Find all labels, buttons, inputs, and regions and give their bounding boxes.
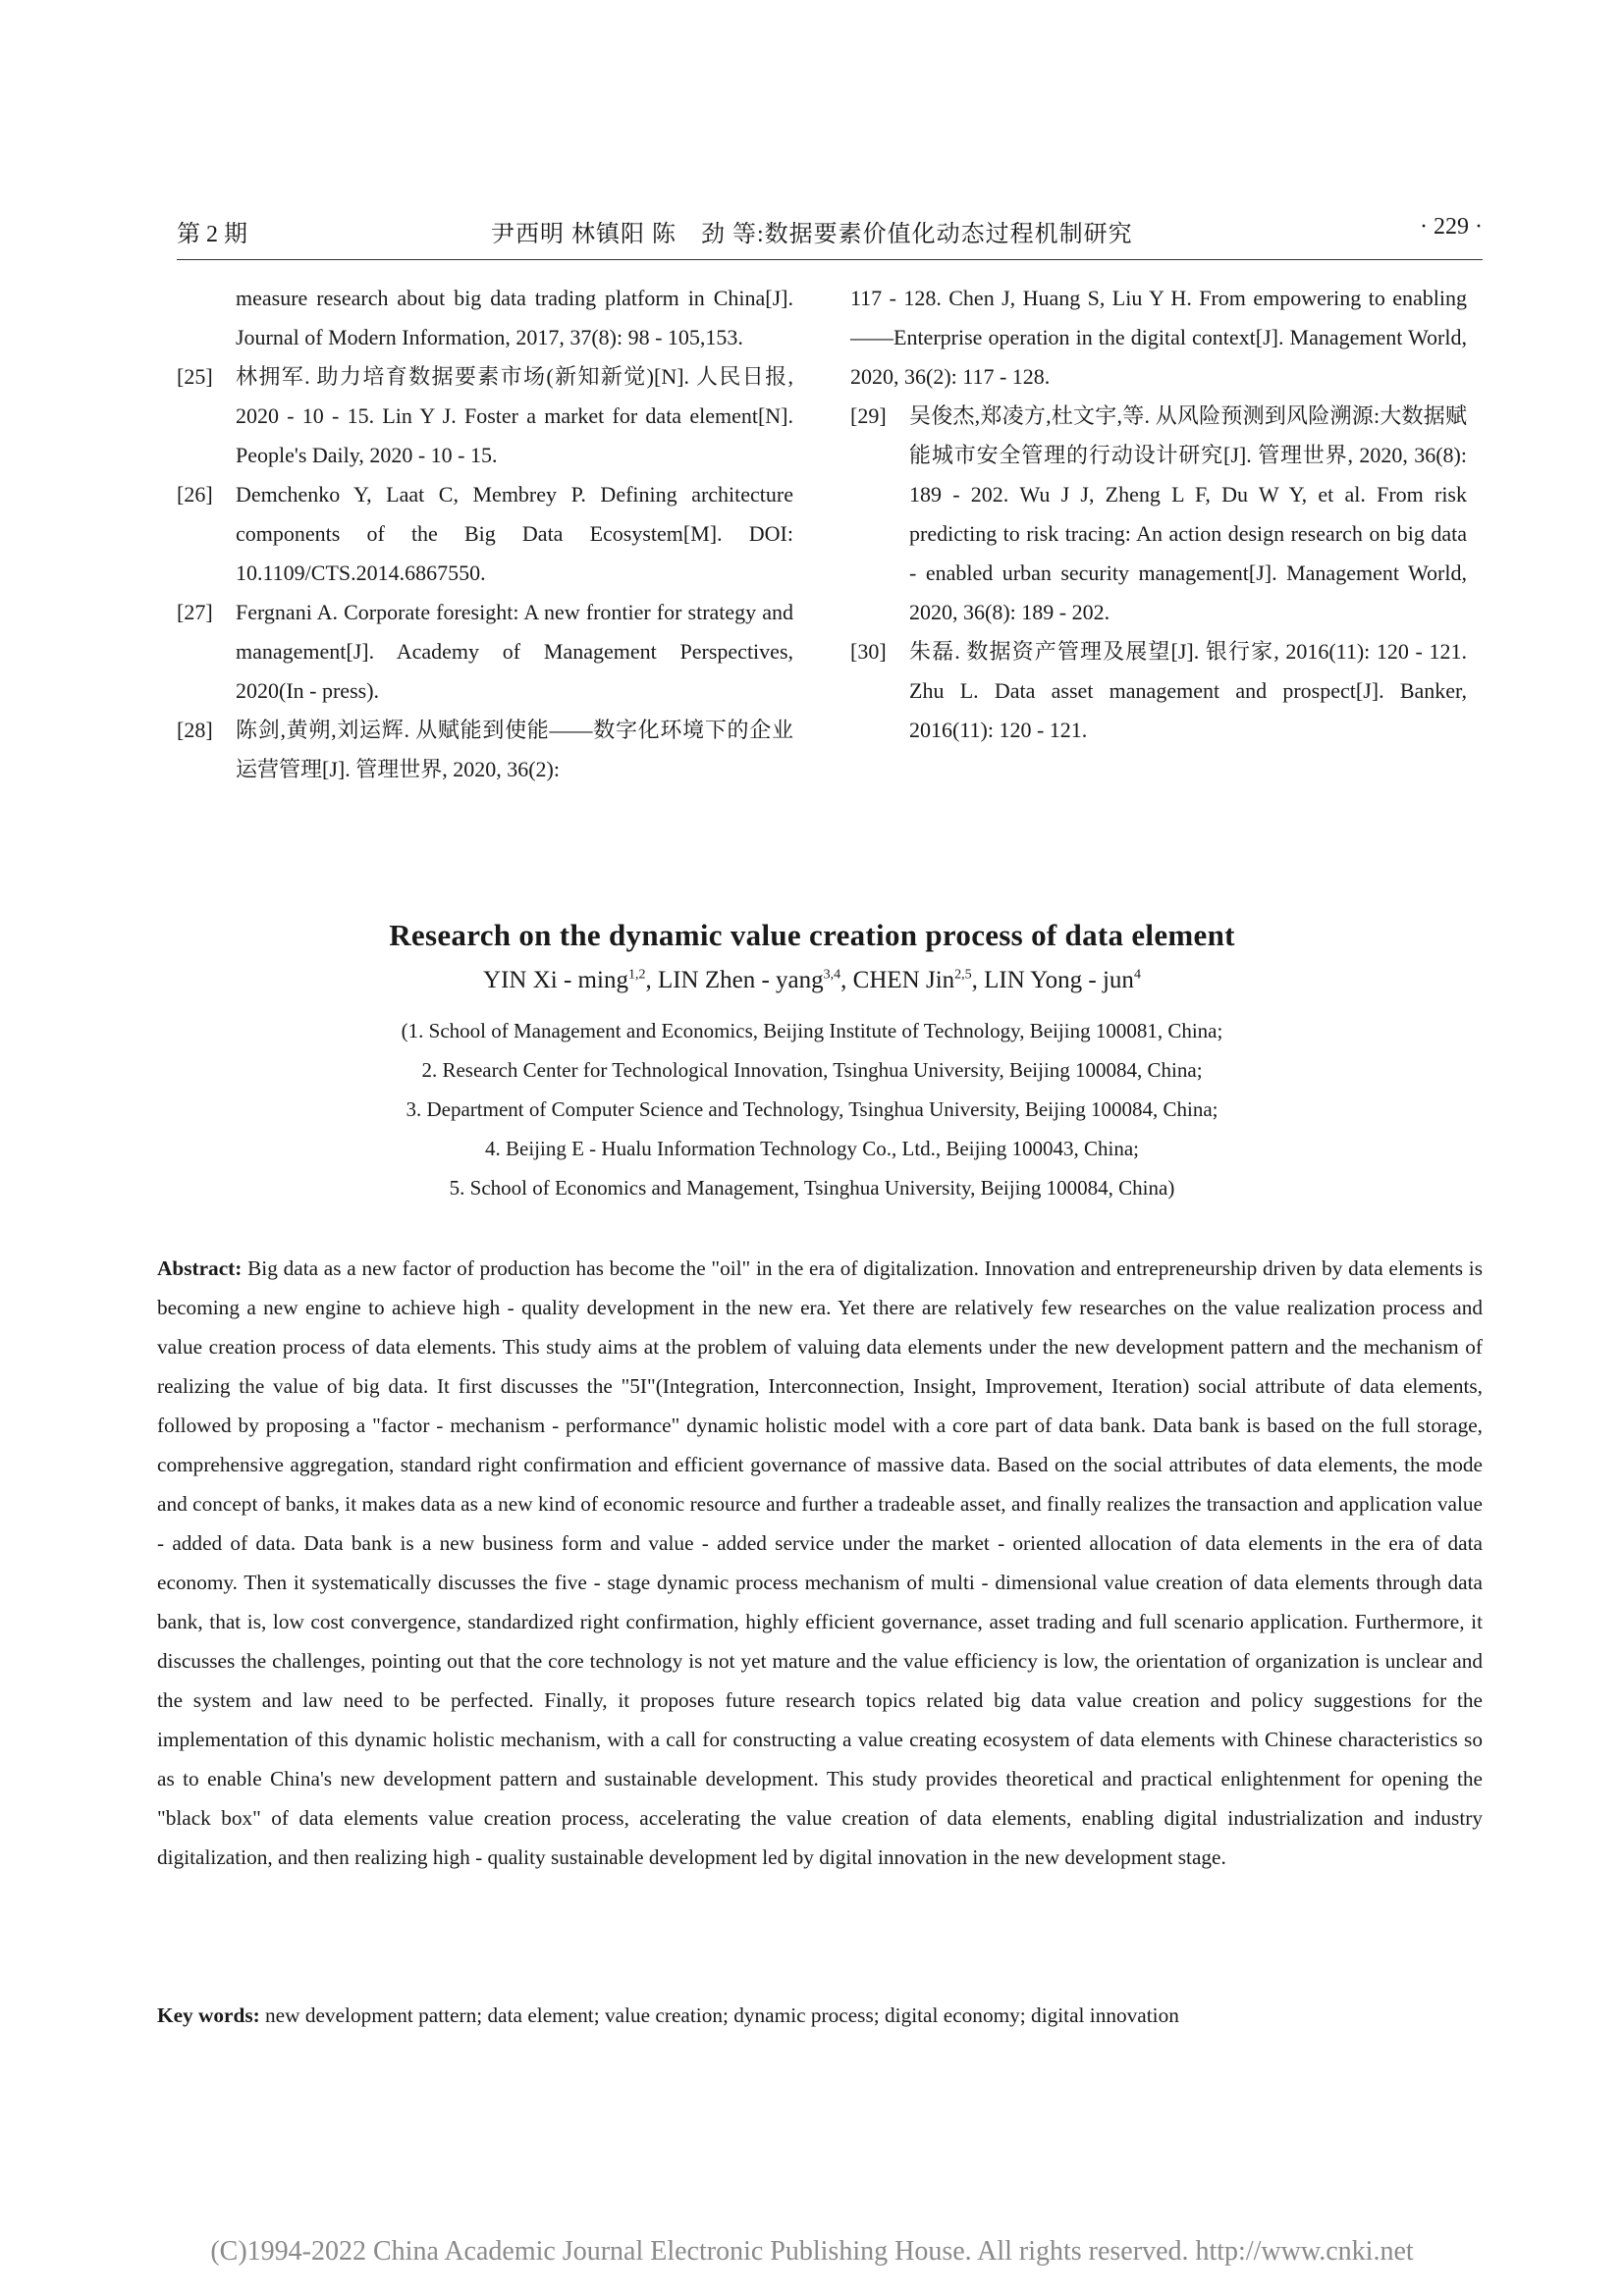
reference-text: 朱磊. 数据资产管理及展望[J]. 银行家, 2016(11): 120 - 121. Zhu L. Data asset management and prospect[J]. Banker, 2016(11): 120 - 121. bbox=[909, 639, 1467, 742]
reference-item bbox=[850, 632, 1467, 750]
author-affiliation-mark: 4 bbox=[1133, 967, 1141, 983]
reference-number: [28] bbox=[177, 718, 213, 742]
reference-text: measure research about big data trading platform in China[J]. Journal of Modern Information, 2017, 37(8): 98 - 105,153. bbox=[236, 286, 793, 349]
reference-number: [25] bbox=[177, 364, 213, 389]
header-rule bbox=[177, 259, 1483, 260]
reference-text: 陈剑,黄朔,刘运辉. 从赋能到使能——数字化环境下的企业运营管理[J]. 管理世界, 2020, 36(2): bbox=[236, 718, 793, 781]
affiliation-line: 2. Research Center for Technological Innovation, Tsinghua University, Beijing 100084, China; bbox=[421, 1058, 1203, 1082]
affiliation-line: 4. Beijing E - Hualu Information Technology Co., Ltd., Beijing 100043, China; bbox=[485, 1137, 1139, 1160]
author-name: LIN Zhen - yang bbox=[657, 967, 824, 993]
author-affiliation-mark: 1,2 bbox=[627, 967, 646, 983]
references-left-column bbox=[177, 279, 793, 789]
abstract bbox=[157, 1249, 1483, 1877]
reference-item bbox=[177, 279, 793, 357]
reference-number: [29] bbox=[850, 403, 887, 428]
reference-item bbox=[177, 475, 793, 593]
keywords-text: new development pattern; data element; value creation; dynamic process; digital economy; digital innovation bbox=[265, 2003, 1179, 2027]
reference-number: [30] bbox=[850, 639, 887, 664]
reference-text: Demchenko Y, Laat C, Membrey P. Defining architecture components of the Big Data Ecosystem[M]. DOI: 10.1109/CTS.2014.6867550. bbox=[236, 482, 793, 585]
reference-text: Fergnani A. Corporate foresight: A new frontier for strategy and management[J]. Academy of Management Perspectives, 2020(In - press). bbox=[236, 600, 793, 703]
reference-item bbox=[850, 397, 1467, 632]
reference-item bbox=[850, 279, 1467, 397]
issue-label: 第 2 期 bbox=[177, 222, 247, 247]
affiliations bbox=[0, 1011, 1624, 1207]
keywords-label: Key words: bbox=[157, 2003, 260, 2027]
reference-text: 117 - 128. Chen J, Huang S, Liu Y H. From empowering to enabling——Enterprise operation in the digital context[J]. Management World, 2020, 36(2): 117 - 128. bbox=[850, 286, 1467, 389]
author-affiliation-mark: 3,4 bbox=[823, 967, 841, 983]
reference-item bbox=[177, 593, 793, 711]
abstract-label: Abstract: bbox=[157, 1256, 243, 1280]
reference-item bbox=[177, 357, 793, 475]
author-affiliation-mark: 2,5 bbox=[954, 967, 972, 983]
page-header bbox=[177, 214, 1483, 249]
reference-number: [27] bbox=[177, 600, 213, 624]
references-right-column bbox=[850, 279, 1467, 750]
affiliation-line: 3. Department of Computer Science and Technology, Tsinghua University, Beijing 100084, China; bbox=[406, 1097, 1218, 1121]
affiliation-line: 5. School of Economics and Management, Tsinghua University, Beijing 100084, China) bbox=[449, 1176, 1175, 1200]
author-line: YIN Xi - ming$^{1,2}$, LIN Zhen - yang$^{3,4}$, CHEN Jin$^{2,5}$, LIN Yong - jun$^4$ bbox=[483, 967, 1141, 993]
copyright-footer: (C)1994-2022 China Academic Journal Electronic Publishing House. All rights reserved. http://www.cnki.net bbox=[210, 2236, 1414, 2267]
english-title: Research on the dynamic value creation process of data element bbox=[389, 918, 1235, 952]
running-title: 尹西明 林镇阳 陈 劲 等:数据要素价值化动态过程机制研究 bbox=[491, 222, 1133, 247]
reference-number: [26] bbox=[177, 482, 213, 507]
reference-item bbox=[177, 711, 793, 789]
reference-text: 吴俊杰,郑凌方,杜文宇,等. 从风险预测到风险溯源:大数据赋能城市安全管理的行动设计研究[J]. 管理世界, 2020, 36(8): 189 - 202. Wu J J, Zheng L F, Du W Y, et al. From risk predicting to risk tracing: An action design research on big data - enabled urban security management[J]. Management World, 2020, 36(8): 189 - 202. bbox=[909, 403, 1467, 624]
abstract-text: Big data as a new factor of production has become the "oil" in the era of digitalization. Innovation and entrepreneurship driven by data elements is becoming a new engine to achieve high - quality development in the new era. Yet there are relatively few researches on the value realization process and value creation process of data elements. This study aims at the problem of valuing data elements under the new development pattern and the mechanism of realizing the value of big data. It first discusses the "5I"(Integration, Interconnection, Insight, Improvement, Iteration) social attribute of data elements, followed by proposing a "factor - mechanism - performance" dynamic holistic model with a core part of data bank. Data bank is based on the full storage, comprehensive aggregation, standard right confirmation and efficient governance of massive data. Based on the social attributes of data elements, the mode and concept of banks, it makes data as a new kind of economic resource and further a tradeable asset, and finally realizes the transaction and application value - added of data. Data bank is a new business form and value - added service under the market - oriented allocation of data elements in the era of data economy. Then it systematically discusses the five - stage dynamic process mechanism of multi - dimensional value creation of data elements through data bank, that is, low cost convergence, standardized right confirmation, highly efficient governance, asset trading and full scenario application. Furthermore, it discusses the challenges, pointing out that the core technology is not yet mature and the value efficiency is low, the orientation of organization is unclear and the system and law need to be perfected. Finally, it proposes future research topics related big data value creation and policy suggestions for the implementation of this dynamic holistic mechanism, with a call for constructing a value creating ecosystem of data elements with Chinese characteristics so as to enable China's new development pattern and sustainable development. This study provides theoretical and practical enlightenment for opening the "black box" of data elements value creation process, accelerating the value creation of data elements, enabling digital industrialization and industry digitalization, and then realizing high - quality sustainable development led by digital innovation in the new development stage. bbox=[157, 1256, 1484, 1869]
keywords bbox=[157, 1996, 1483, 2035]
page-number: · 229 · bbox=[1420, 214, 1483, 240]
author-name: YIN Xi - ming bbox=[483, 967, 628, 993]
author-name: LIN Yong - jun bbox=[984, 967, 1134, 993]
affiliation-line: (1. School of Management and Economics, Beijing Institute of Technology, Beijing 100081, China; bbox=[401, 1019, 1223, 1042]
reference-text: 林拥军. 助力培育数据要素市场(新知新觉)[N]. 人民日报, 2020 - 10 - 15. Lin Y J. Foster a market for data element[N]. People's Daily, 2020 - 10 - 15. bbox=[236, 364, 793, 467]
author-name: CHEN Jin bbox=[852, 967, 955, 993]
